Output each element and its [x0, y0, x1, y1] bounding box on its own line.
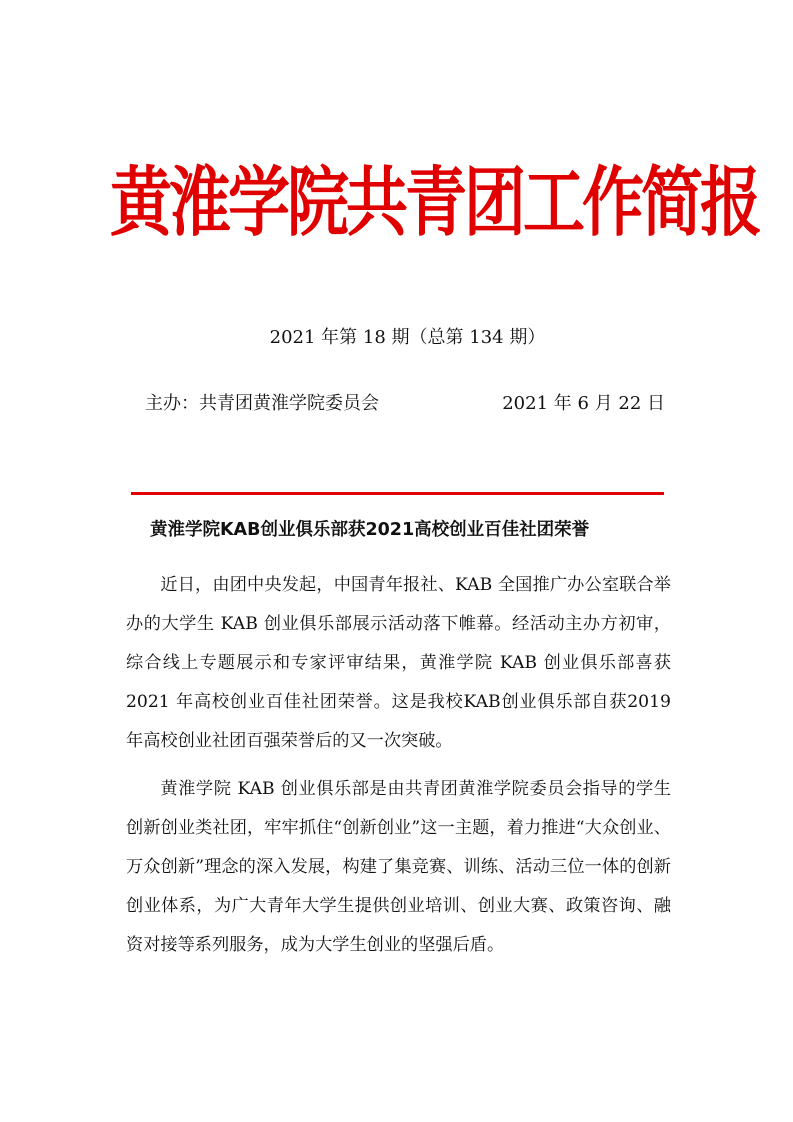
article-paragraph-2: 黄淮学院 KAB 创业俱乐部是由共青团黄淮学院委员会指导的学生创新创业类社团，牢牢抓住“创新创业”这一主题，着力推进“大众创业、万众创新”理念的深入发展，构建了集竞赛、训练、活动三位一体的创新创业体系，为广大青年大学生提供创业培训、创业大赛、政策咨询、融资对接等系列服务，成为大学生创业的坚强后盾。: [126, 779, 671, 955]
article-headline: 黄淮学院KAB创业俱乐部获2021高校创业百佳社团荣誉: [150, 520, 590, 540]
sponsor-text: 主办：共青团黄淮学院委员会: [145, 393, 379, 414]
article-paragraph-1: 近日，由团中央发起，中国青年报社、KAB 全国推广办公室联合举办的大学生 KAB 创业俱乐部展示活动落下帷幕。经活动主办方初审，综合线上专题展示和专家评审结果，黄淮学院 KAB 创业俱乐部喜获2021 年高校创业百佳社团荣誉。这是我校KAB创业俱乐部自获2019 年高校创业社团百强荣誉后的又一次突破。: [126, 575, 671, 751]
publish-date: 2021 年 6 月 22 日: [502, 393, 665, 414]
masthead-title: 黄淮学院共青团工作简报: [110, 157, 760, 247]
meta-row: [145, 389, 665, 415]
issue-number: 2021 年第 18 期（总第 134 期）: [269, 327, 546, 348]
red-divider: [131, 492, 664, 495]
article-body: [126, 566, 671, 965]
